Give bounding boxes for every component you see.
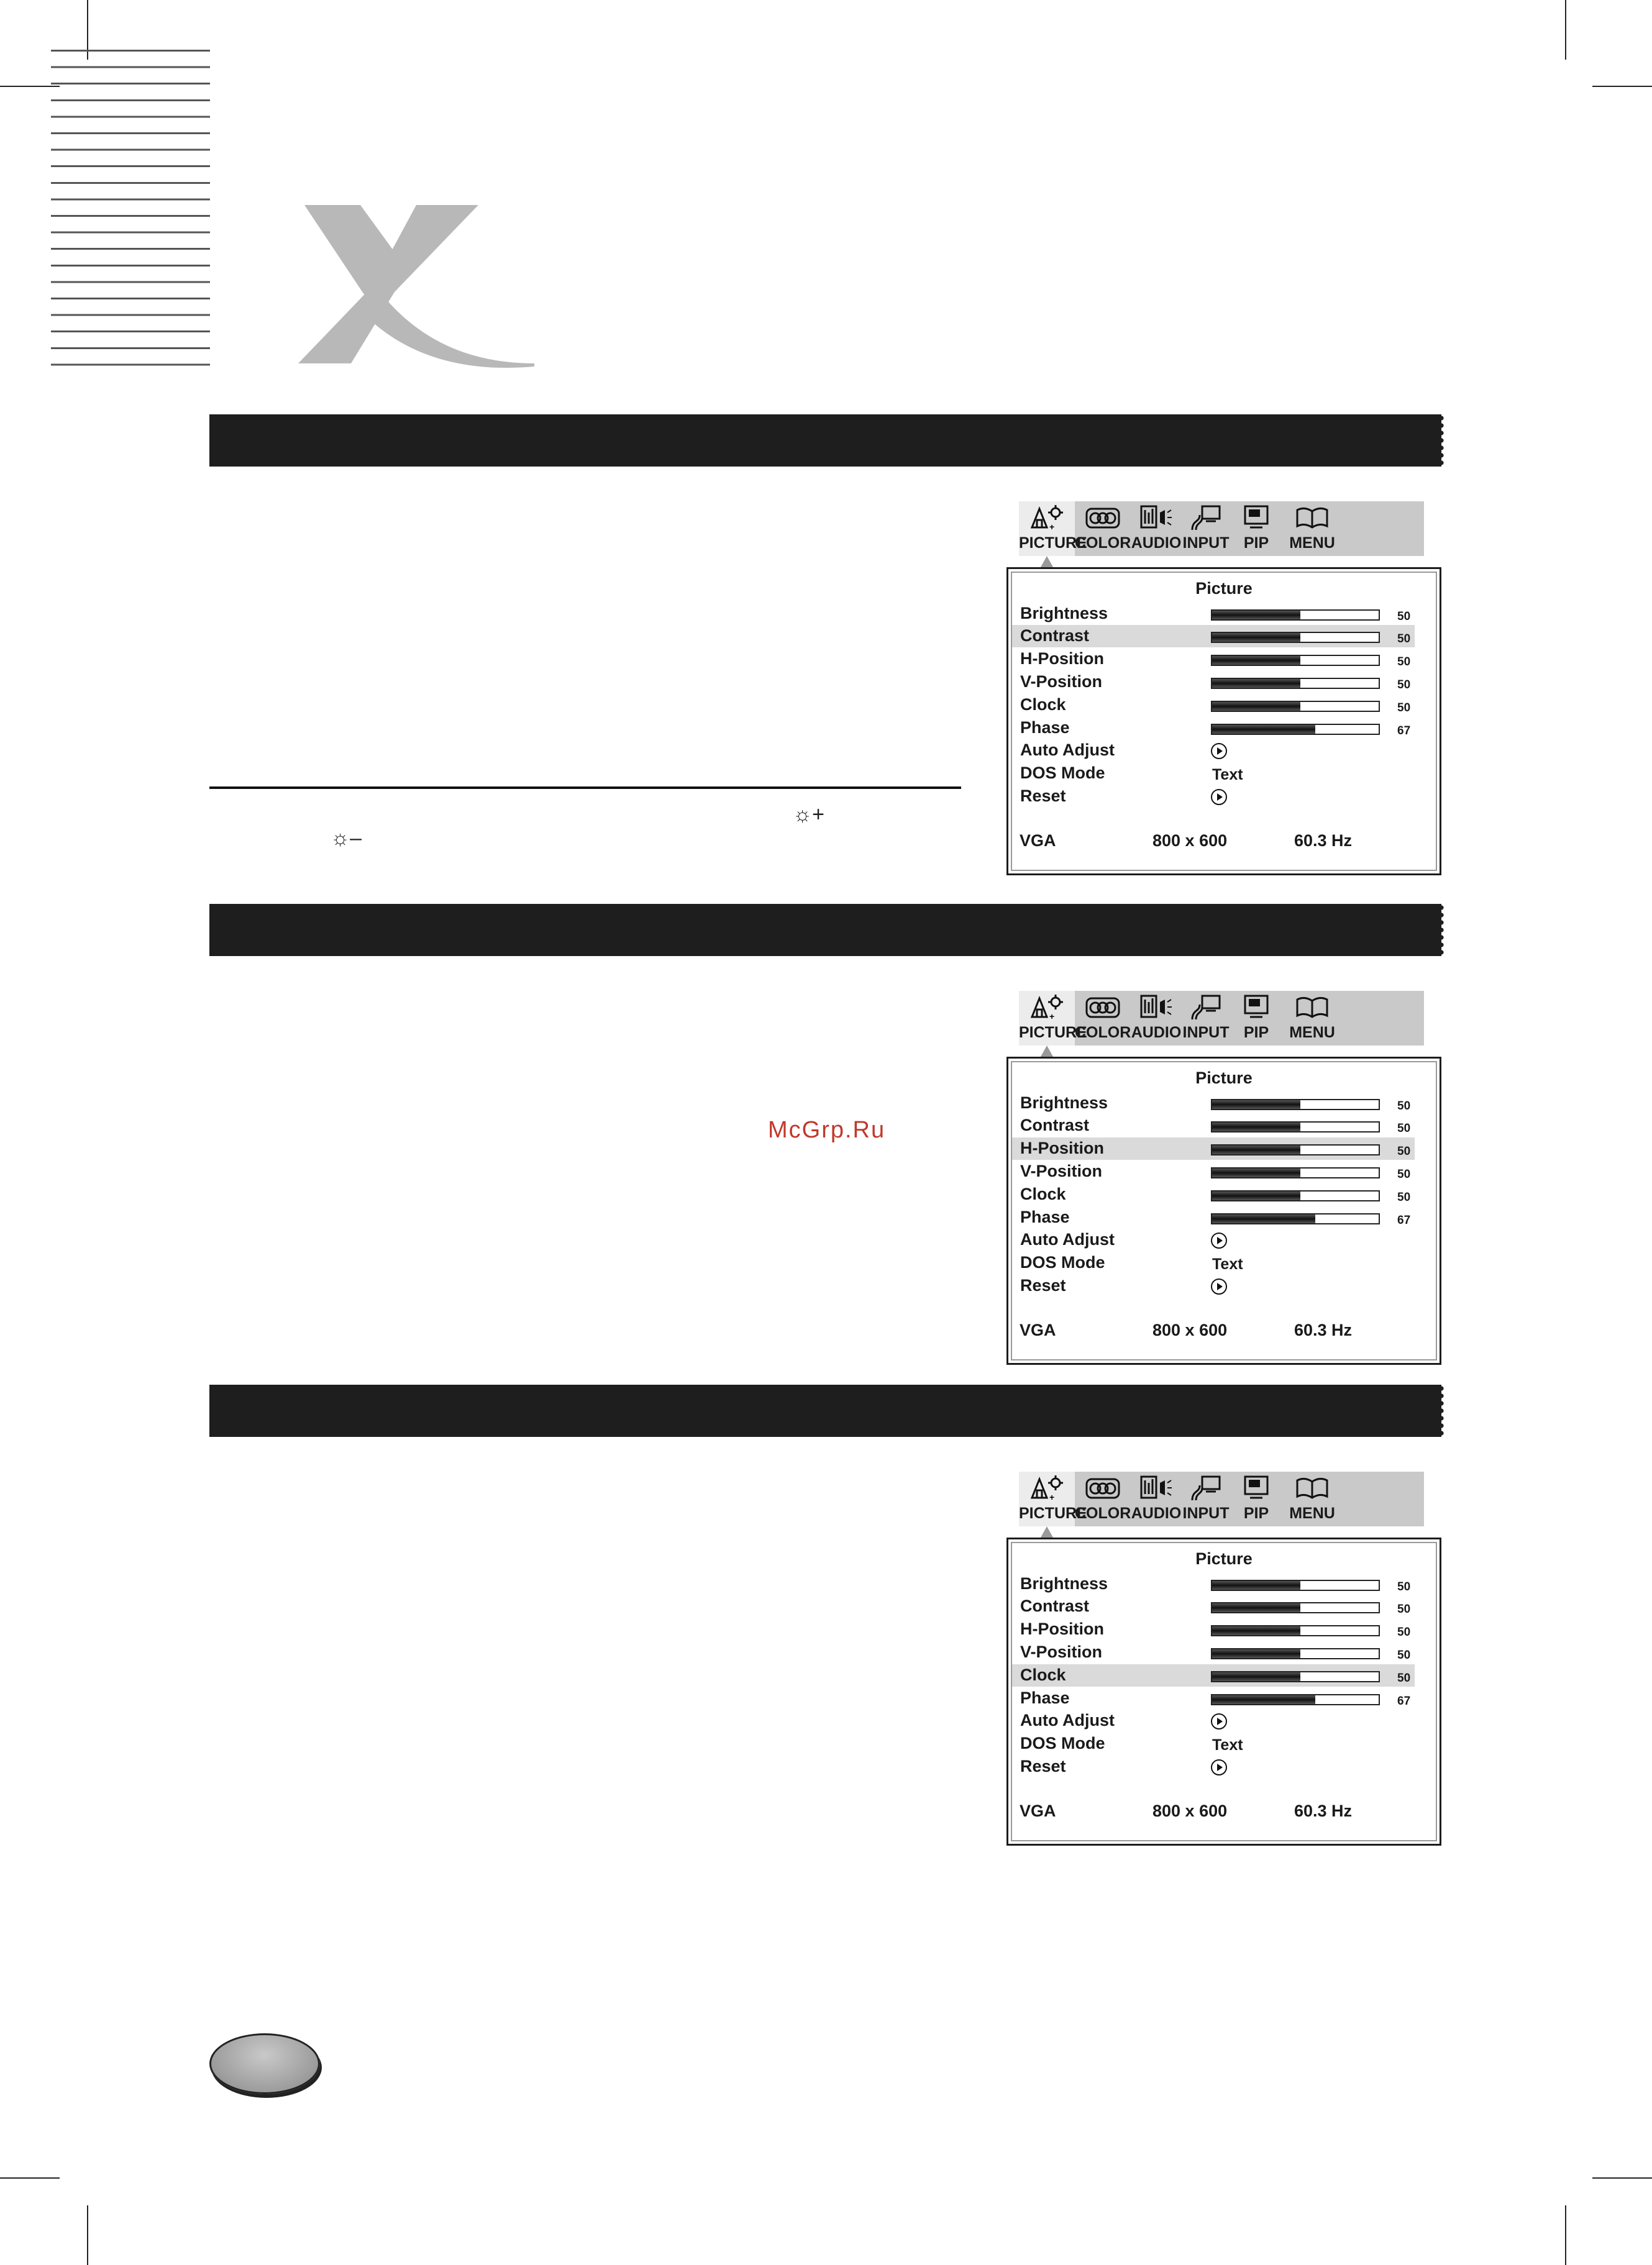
- section-rule: [209, 786, 961, 789]
- menu-item-phase[interactable]: [1012, 1206, 1415, 1229]
- panel-title: Picture: [1195, 1069, 1253, 1087]
- slider-fill: [1212, 1695, 1315, 1704]
- menu-item-label: DOS Mode: [1020, 1253, 1105, 1272]
- osd-tab-bar: [1019, 501, 1424, 556]
- menu-item-clock[interactable]: [1012, 1664, 1415, 1687]
- slider-fill: [1212, 633, 1300, 642]
- brightness-up-symbol: ☼+: [793, 803, 825, 826]
- value-slider[interactable]: [1211, 1190, 1380, 1201]
- crop-mark: [1592, 2177, 1652, 2179]
- value-slider[interactable]: [1211, 1167, 1380, 1178]
- tab-label: PICTURE: [1019, 1505, 1087, 1522]
- option-value[interactable]: Text: [1212, 766, 1243, 783]
- menu-item-label: Contrast: [1020, 1116, 1090, 1134]
- tab-input[interactable]: [1182, 1472, 1230, 1526]
- footer-source: VGA: [1020, 1321, 1056, 1339]
- menu-item-phase[interactable]: [1012, 717, 1415, 739]
- menu-book-icon: [1294, 1474, 1331, 1505]
- value-slider[interactable]: [1211, 1213, 1380, 1224]
- footer-resolution: 800 x 600: [1152, 1802, 1228, 1820]
- menu-item-dos-mode[interactable]: [1012, 1252, 1415, 1274]
- value-readout: 50: [1397, 1100, 1411, 1113]
- menu-item-label: Brightness: [1020, 604, 1108, 622]
- crop-mark: [1565, 2205, 1566, 2265]
- tab-label: PIP: [1243, 1024, 1269, 1041]
- audio-icon: [1138, 1474, 1175, 1505]
- menu-item-auto-adjust[interactable]: [1012, 739, 1415, 762]
- value-readout: 50: [1397, 1145, 1411, 1158]
- menu-item-auto-adjust[interactable]: [1012, 1710, 1415, 1732]
- pip-icon: [1238, 993, 1275, 1024]
- value-readout: 50: [1397, 655, 1411, 668]
- picture-icon: [1028, 504, 1066, 534]
- menu-item-label: Contrast: [1020, 1597, 1090, 1615]
- brand-x-logo: [292, 199, 541, 373]
- value-slider[interactable]: [1211, 1099, 1380, 1110]
- menu-item-label: V-Position: [1020, 1162, 1103, 1180]
- svg-text:+: +: [1049, 522, 1055, 531]
- color-icon: [1084, 1474, 1121, 1505]
- slider-fill: [1212, 611, 1300, 619]
- slider-fill: [1212, 656, 1300, 665]
- picture-settings-panel: [1006, 1538, 1441, 1846]
- crop-mark: [0, 2177, 60, 2179]
- value-readout: 50: [1397, 1672, 1411, 1685]
- menu-item-label: H-Position: [1020, 1139, 1104, 1157]
- tab-color[interactable]: [1075, 991, 1131, 1046]
- menu-item-label: Clock: [1020, 1666, 1066, 1684]
- value-readout: 50: [1397, 678, 1411, 691]
- menu-item-contrast[interactable]: [1012, 1114, 1415, 1137]
- value-slider[interactable]: [1211, 1144, 1380, 1155]
- slider-fill: [1212, 1192, 1300, 1200]
- footer-refresh: 60.3 Hz: [1294, 1321, 1353, 1339]
- tab-color[interactable]: [1075, 501, 1131, 556]
- tab-label: PICTURE: [1019, 1024, 1087, 1041]
- option-value[interactable]: Text: [1212, 1736, 1243, 1754]
- section-header-band: [209, 414, 1441, 467]
- tab-label: MENU: [1289, 534, 1335, 552]
- menu-item-h-position[interactable]: [1012, 1618, 1415, 1641]
- tab-label: PICTURE: [1019, 534, 1087, 552]
- tab-pip[interactable]: [1230, 991, 1282, 1046]
- footer-source: VGA: [1020, 1802, 1056, 1820]
- tab-label: COLOR: [1075, 534, 1131, 552]
- value-slider[interactable]: [1211, 678, 1380, 689]
- menu-item-phase[interactable]: [1012, 1687, 1415, 1710]
- menu-item-clock[interactable]: [1012, 694, 1415, 716]
- slider-fill: [1212, 1649, 1300, 1658]
- play-arrow-icon[interactable]: [1211, 743, 1227, 759]
- tab-label: PIP: [1243, 1505, 1269, 1522]
- section-header-band: [209, 904, 1441, 956]
- value-readout: 50: [1397, 1122, 1411, 1135]
- menu-item-brightness[interactable]: [1012, 603, 1415, 625]
- footer-refresh: 60.3 Hz: [1294, 831, 1353, 850]
- active-tab-caret-icon: [1041, 1046, 1053, 1057]
- play-arrow-icon[interactable]: [1211, 1713, 1227, 1730]
- value-readout: 50: [1397, 610, 1411, 623]
- value-slider[interactable]: [1211, 1121, 1380, 1132]
- menu-item-brightness[interactable]: [1012, 1092, 1415, 1114]
- tab-label: COLOR: [1075, 1505, 1131, 1522]
- menu-item-reset[interactable]: [1012, 785, 1415, 808]
- slider-fill: [1212, 1169, 1300, 1177]
- slider-fill: [1212, 1100, 1300, 1109]
- tab-picture[interactable]: [1019, 501, 1087, 556]
- value-slider[interactable]: [1211, 1648, 1380, 1659]
- tab-pip[interactable]: [1230, 501, 1282, 556]
- crop-mark: [1565, 0, 1566, 60]
- tab-label: MENU: [1289, 1024, 1335, 1041]
- menu-item-label: DOS Mode: [1020, 1734, 1105, 1752]
- picture-settings-panel: [1006, 567, 1441, 875]
- menu-item-h-position[interactable]: [1012, 648, 1415, 670]
- play-arrow-icon[interactable]: [1211, 1759, 1227, 1775]
- slider-fill: [1212, 1672, 1300, 1681]
- value-slider[interactable]: [1211, 701, 1380, 712]
- slider-fill: [1212, 1581, 1300, 1590]
- menu-item-reset[interactable]: [1012, 1756, 1415, 1778]
- footer-source: VGA: [1020, 831, 1056, 850]
- menu-item-label: Auto Adjust: [1020, 741, 1115, 759]
- menu-item-v-position[interactable]: [1012, 1641, 1415, 1664]
- tab-audio[interactable]: [1131, 501, 1182, 556]
- value-readout: 50: [1397, 1626, 1411, 1639]
- value-slider[interactable]: [1211, 632, 1380, 643]
- svg-text:+: +: [1049, 1011, 1055, 1021]
- value-slider[interactable]: [1211, 1602, 1380, 1613]
- menu-item-label: Contrast: [1020, 626, 1090, 645]
- slider-fill: [1212, 1215, 1315, 1223]
- tab-input[interactable]: [1182, 501, 1230, 556]
- slider-fill: [1212, 725, 1315, 734]
- svg-text:+: +: [1049, 1492, 1055, 1502]
- active-tab-caret-icon: [1041, 556, 1053, 567]
- input-icon: [1187, 504, 1225, 534]
- menu-item-label: Reset: [1020, 786, 1066, 805]
- menu-item-label: Reset: [1020, 1757, 1066, 1775]
- menu-item-label: Phase: [1020, 718, 1070, 737]
- menu-item-label: Brightness: [1020, 1093, 1108, 1112]
- menu-item-label: V-Position: [1020, 1643, 1103, 1661]
- menu-item-clock[interactable]: [1012, 1183, 1415, 1206]
- slider-fill: [1212, 1123, 1300, 1131]
- brightness-down-symbol: ☼–: [331, 826, 362, 850]
- picture-icon: [1028, 1474, 1066, 1505]
- value-slider[interactable]: [1211, 1625, 1380, 1636]
- play-arrow-icon[interactable]: [1211, 789, 1227, 805]
- tab-label: INPUT: [1182, 1024, 1230, 1041]
- watermark-text: McGrp.Ru: [768, 1117, 886, 1143]
- value-readout: 50: [1397, 701, 1411, 714]
- menu-item-contrast[interactable]: [1012, 1595, 1415, 1618]
- audio-icon: [1138, 504, 1175, 534]
- input-icon: [1187, 1474, 1225, 1505]
- footer-refresh: 60.3 Hz: [1294, 1802, 1353, 1820]
- menu-item-reset[interactable]: [1012, 1275, 1415, 1297]
- tab-label: AUDIO: [1131, 1505, 1182, 1522]
- menu-book-icon: [1294, 993, 1331, 1024]
- slider-fill: [1212, 1146, 1300, 1154]
- menu-item-label: Reset: [1020, 1276, 1066, 1295]
- tab-label: PIP: [1243, 534, 1269, 552]
- panel-title: Picture: [1195, 579, 1253, 598]
- menu-item-label: V-Position: [1020, 672, 1103, 691]
- menu-item-label: Brightness: [1020, 1574, 1108, 1593]
- decorative-stripes: [51, 50, 210, 368]
- value-slider[interactable]: [1211, 1671, 1380, 1682]
- value-readout: 67: [1397, 1214, 1411, 1227]
- value-readout: 50: [1397, 1603, 1411, 1616]
- value-slider[interactable]: [1211, 609, 1380, 621]
- menu-item-label: DOS Mode: [1020, 763, 1105, 782]
- tab-picture[interactable]: [1019, 1472, 1087, 1526]
- tab-label: COLOR: [1075, 1024, 1131, 1041]
- slider-fill: [1212, 702, 1300, 711]
- tab-label: MENU: [1289, 1505, 1335, 1522]
- panel-title: Picture: [1195, 1549, 1253, 1568]
- tab-menu[interactable]: [1282, 991, 1342, 1046]
- value-slider[interactable]: [1211, 655, 1380, 666]
- crop-mark: [1592, 86, 1652, 87]
- value-slider[interactable]: [1211, 1580, 1380, 1591]
- value-readout: 50: [1397, 632, 1411, 645]
- play-arrow-icon[interactable]: [1211, 1233, 1227, 1249]
- menu-item-label: H-Position: [1020, 649, 1104, 668]
- value-readout: 67: [1397, 724, 1411, 737]
- tab-label: INPUT: [1182, 1505, 1230, 1522]
- osd-tab-bar: [1019, 991, 1424, 1046]
- picture-icon: [1028, 993, 1066, 1024]
- tab-color[interactable]: [1075, 1472, 1131, 1526]
- value-readout: 50: [1397, 1191, 1411, 1204]
- option-value[interactable]: Text: [1212, 1256, 1243, 1273]
- tab-audio[interactable]: [1131, 1472, 1182, 1526]
- footer-resolution: 800 x 600: [1152, 1321, 1228, 1339]
- menu-item-label: Auto Adjust: [1020, 1230, 1115, 1249]
- tab-picture[interactable]: [1019, 991, 1087, 1046]
- slider-fill: [1212, 1626, 1300, 1635]
- menu-item-auto-adjust[interactable]: [1012, 1229, 1415, 1251]
- footer-resolution: 800 x 600: [1152, 831, 1228, 850]
- value-readout: 50: [1397, 1649, 1411, 1662]
- section-header-band: [209, 1385, 1441, 1437]
- menu-item-dos-mode[interactable]: [1012, 1733, 1415, 1755]
- tab-pip[interactable]: [1230, 1472, 1282, 1526]
- tab-label: AUDIO: [1131, 1024, 1182, 1041]
- menu-item-label: Clock: [1020, 1185, 1066, 1203]
- menu-item-label: H-Position: [1020, 1620, 1104, 1638]
- menu-item-v-position[interactable]: [1012, 671, 1415, 693]
- audio-icon: [1138, 993, 1175, 1024]
- menu-item-dos-mode[interactable]: [1012, 762, 1415, 785]
- value-slider[interactable]: [1211, 724, 1380, 735]
- slider-fill: [1212, 1603, 1300, 1612]
- tab-label: INPUT: [1182, 534, 1230, 552]
- tab-label: AUDIO: [1131, 534, 1182, 552]
- menu-item-label: Auto Adjust: [1020, 1711, 1115, 1730]
- active-tab-caret-icon: [1041, 1526, 1053, 1538]
- menu-item-label: Phase: [1020, 1688, 1070, 1707]
- pip-icon: [1238, 1474, 1275, 1505]
- tab-menu[interactable]: [1282, 1472, 1342, 1526]
- slider-fill: [1212, 679, 1300, 688]
- value-readout: 67: [1397, 1695, 1411, 1708]
- menu-item-label: Phase: [1020, 1208, 1070, 1226]
- menu-book-icon: [1294, 504, 1331, 534]
- menu-item-brightness[interactable]: [1012, 1573, 1415, 1595]
- value-readout: 50: [1397, 1580, 1411, 1593]
- tab-audio[interactable]: [1131, 991, 1182, 1046]
- crop-mark: [87, 2205, 88, 2265]
- page-number-badge: [209, 2033, 320, 2094]
- osd-tab-bar: [1019, 1472, 1424, 1526]
- menu-item-label: Clock: [1020, 695, 1066, 714]
- menu-item-contrast[interactable]: [1012, 625, 1415, 647]
- color-icon: [1084, 504, 1121, 534]
- pip-icon: [1238, 504, 1275, 534]
- tab-input[interactable]: [1182, 991, 1230, 1046]
- color-icon: [1084, 993, 1121, 1024]
- tab-menu[interactable]: [1282, 501, 1342, 556]
- menu-item-h-position[interactable]: [1012, 1137, 1415, 1160]
- play-arrow-icon[interactable]: [1211, 1278, 1227, 1295]
- input-icon: [1187, 993, 1225, 1024]
- picture-settings-panel: [1006, 1057, 1441, 1365]
- menu-item-v-position[interactable]: [1012, 1160, 1415, 1183]
- value-readout: 50: [1397, 1168, 1411, 1181]
- value-slider[interactable]: [1211, 1694, 1380, 1705]
